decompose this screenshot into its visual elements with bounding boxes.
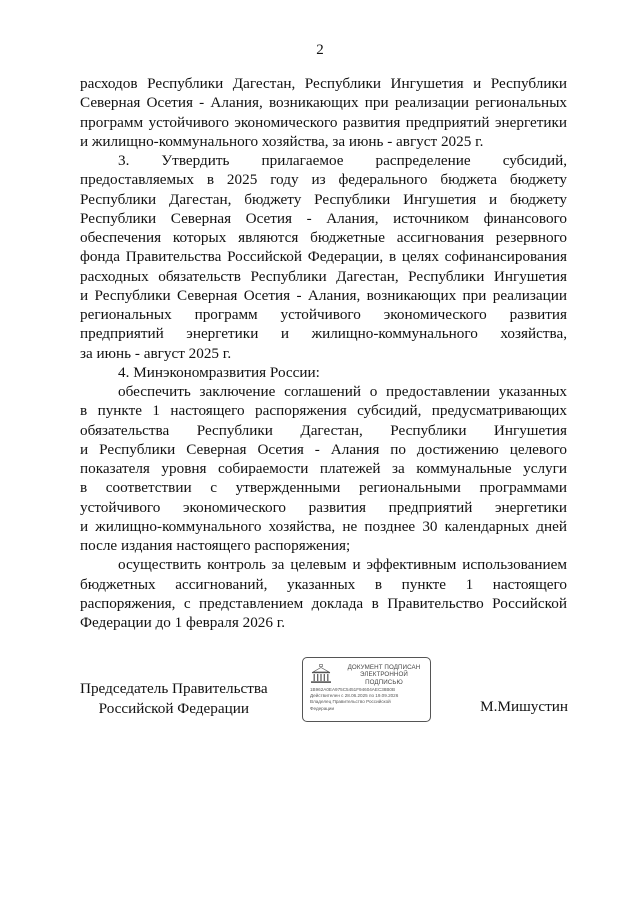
text-line: распоряжения, с представлением доклада в Правительство Российской (80, 594, 567, 612)
signatory-position-line: Председатель Правительства (80, 680, 268, 697)
text-line: 3. Утвердить прилагаемое распределение субсидий, (118, 152, 567, 169)
text-line: обязательства Республики Дагестан, Республики Ингушетия (80, 421, 567, 439)
text-line: предприятий энергетики и жилищно-коммунального хозяйства, (80, 325, 567, 343)
text-line: обеспечить заключение соглашений о предоставлении указанных (118, 383, 567, 400)
text-line: и Республики Северная Осетия - Алания, возникающих при реализации (80, 286, 567, 304)
paragraph-continuation (80, 74, 567, 151)
paragraph-item-3 (80, 151, 567, 363)
text-line: фонда Правительства Российской Федерации, в целях софинансирования (80, 248, 567, 266)
text-line: расходов Республики Дагестан, Республики Ингушетия и Республики (80, 75, 567, 92)
text-line: Республики Северная Осетия - Алания, источником финансового (80, 209, 567, 227)
stamp-title-line: ДОКУМЕНТ ПОДПИСАН (347, 664, 421, 671)
stamp-title (341, 664, 427, 686)
page-number: 2 (316, 42, 324, 58)
text-line: 4. Минэкономразвития России: (118, 363, 320, 381)
text-line: расходных обязательств Республики Дагестан, Республики Ингушетия (80, 267, 567, 285)
electronic-signature-stamp (302, 657, 431, 722)
certificate-number: 1B962A0EA975C5451F94604AEC38B0B (310, 687, 396, 692)
stamp-details (310, 687, 428, 712)
paragraph-item-4 (80, 363, 567, 382)
text-line: программ устойчивого экономического развития предприятий энергетики (80, 113, 567, 131)
certificate-owner: Федерации (310, 705, 335, 711)
text-line: в пункте 1 настоящего распоряжения субсидий, предусматривающих (80, 402, 567, 420)
government-building-icon (310, 664, 332, 684)
paragraph-subitem-agreements (80, 382, 567, 555)
text-line: и жилищно-коммунального хозяйства, не позднее 30 календарных дней (80, 517, 567, 535)
certificate-validity: Действителен с 28.06.2025 по 19.09.2026 (310, 693, 399, 699)
stamp-title-line: ЭЛЕКТРОННОЙ ПОДПИСЬЮ (360, 671, 408, 686)
document-body (80, 74, 567, 632)
text-line: Федерации до 1 февраля 2026 г. (80, 614, 286, 631)
signatory-position (80, 679, 268, 718)
text-line: в соответствии с утвержденными региональными программами (80, 479, 567, 497)
certificate-owner: Владелец Правительство Российской (310, 699, 391, 705)
text-line: предоставляемых в 2025 году из федерального бюджета бюджету (80, 171, 567, 189)
text-line: обеспечения которых являются бюджетные ассигнования резервного (80, 229, 567, 246)
text-line: Республики Дагестан, бюджету Республики Ингушетия и бюджету (80, 190, 567, 208)
text-line: региональных программ устойчивого экономического развития (80, 306, 567, 323)
signatory-position-line: Российской Федерации (98, 699, 249, 717)
text-line: устойчивого экономического развития предприятий энергетики (80, 498, 567, 516)
text-line: после издания настоящего распоряжения; (80, 537, 351, 554)
text-line: и Республики Северная Осетия - Алания по достижению целевого (80, 440, 567, 458)
text-line: Северная Осетия - Алания, возникающих при реализации региональных (80, 94, 567, 112)
paragraph-subitem-control (80, 555, 567, 632)
text-line: за июнь - август 2025 г. (80, 344, 232, 362)
text-line: показателя уровня собираемости платежей за коммунальные услуги (80, 460, 567, 477)
signatory-name: М.Мишустин (480, 698, 568, 715)
text-line: и жилищно-коммунального хозяйства, за июнь - август 2025 г. (80, 132, 484, 150)
text-line: бюджетных ассигнований, указанных в пункте 1 настоящего (80, 575, 567, 593)
text-line: осуществить контроль за целевым и эффективным использованием (118, 556, 567, 574)
